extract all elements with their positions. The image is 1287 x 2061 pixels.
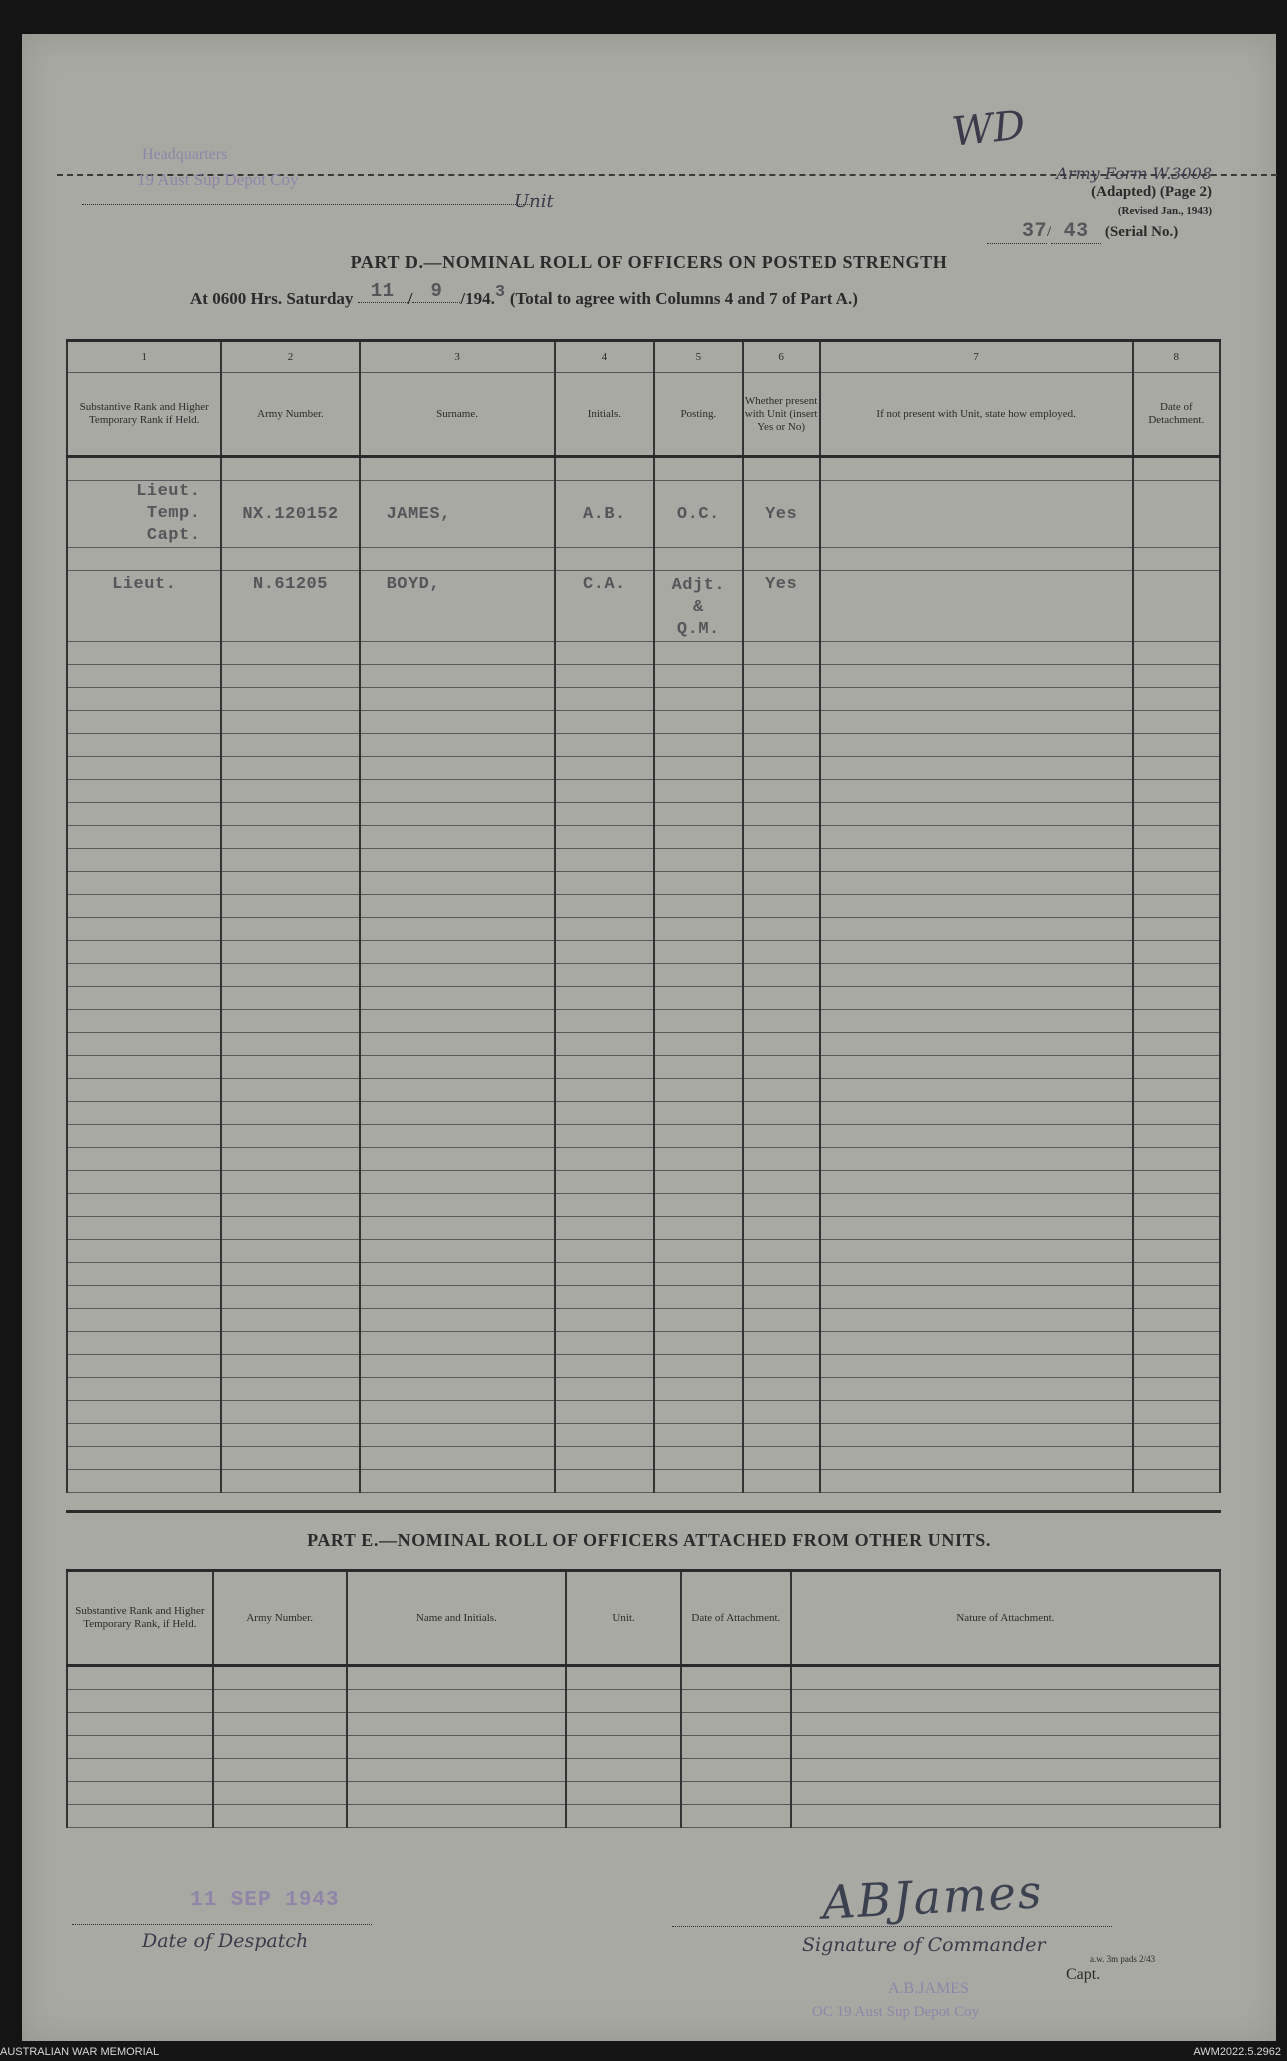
footer-left: AUSTRALIAN WAR MEMORIAL <box>0 2046 160 2058</box>
officer-row <box>67 571 1220 642</box>
form-sheet <box>22 34 1276 2041</box>
table-row <box>67 1736 1220 1759</box>
table-row <box>67 1171 1220 1194</box>
col-num: 1 <box>67 341 221 373</box>
table-row <box>67 872 1220 895</box>
serial-value: 37 <box>987 220 1047 244</box>
officer-surname: JAMES, <box>360 481 555 548</box>
unit-label: Unit <box>514 191 554 212</box>
date-month: 9 <box>412 280 460 303</box>
signature-line <box>672 1926 1112 1927</box>
footer-right: AWM2022.5.2962 <box>1193 2046 1281 2058</box>
date-prefix: At 0600 Hrs. Saturday <box>190 289 354 308</box>
table-row <box>67 1033 1220 1056</box>
table-row <box>67 688 1220 711</box>
part-d-table <box>66 339 1221 1493</box>
table-row <box>67 1355 1220 1378</box>
col-header-detachment: Date of Detachment. <box>1133 373 1220 457</box>
commander-signature: ABJames <box>820 1864 1045 1930</box>
table-row <box>67 1263 1220 1286</box>
part-e-body <box>67 1666 1220 1828</box>
officer-initials: A.B. <box>555 481 655 548</box>
table-row <box>67 1378 1220 1401</box>
officer-present: Yes <box>743 481 820 548</box>
part-d-title: PART D.—NOMINAL ROLL OF OFFICERS ON POSTED STRENGTH <box>350 252 948 272</box>
table-row <box>67 964 1220 987</box>
serial-label: (Serial No.) <box>1104 224 1179 240</box>
table-row <box>67 826 1220 849</box>
date-day: 11 <box>358 280 408 303</box>
table-row <box>67 1217 1220 1240</box>
table-row <box>67 1424 1220 1447</box>
form-id-line1: Army Form W.3008 <box>1056 164 1212 183</box>
date-year-prefix: /194. <box>460 289 495 308</box>
table-row <box>67 1079 1220 1102</box>
officer-row <box>67 481 1220 548</box>
table-row <box>67 1102 1220 1125</box>
officer-posting: O.C. <box>654 481 742 548</box>
part-e-table <box>66 1569 1221 1828</box>
table-row <box>67 1401 1220 1424</box>
table-row <box>67 987 1220 1010</box>
officer-posting: Adjt. & Q.M. <box>654 571 742 642</box>
col-num: 7 <box>820 341 1133 373</box>
role-stamp: OC 19 Aust Sup Depot Coy <box>812 2004 980 2020</box>
col-header-unit: Unit. <box>566 1571 681 1666</box>
col-header-attachment-date: Date of Attachment. <box>681 1571 791 1666</box>
total-note: (Total to agree with Columns 4 and 7 of Part A.) <box>509 289 858 308</box>
column-number-row <box>67 341 1220 373</box>
table-row <box>67 1666 1220 1690</box>
despatch-label: Date of Despatch <box>142 1930 309 1952</box>
despatch-line <box>72 1924 372 1925</box>
col-header-rank: Substantive Rank and Higher Temporary Rank, if Held. <box>67 1571 213 1666</box>
form-id-line3: (Revised Jan., 1943) <box>1117 205 1212 217</box>
table-row <box>67 780 1220 803</box>
name-stamp: A.B.JAMES <box>888 1980 969 1997</box>
serial-year: 43 <box>1051 220 1101 244</box>
signature-label: Signature of Commander <box>802 1934 1046 1956</box>
col-header-army-number: Army Number. <box>213 1571 347 1666</box>
table-row <box>67 849 1220 872</box>
officer-rank: Lieut. Temp. Capt. <box>67 481 221 548</box>
despatch-date-stamp: 11 SEP 1943 <box>190 1889 340 1912</box>
col-num: 2 <box>221 341 359 373</box>
table-row <box>67 1713 1220 1736</box>
table-row <box>67 941 1220 964</box>
table-row <box>67 1286 1220 1309</box>
form-id-line2: (Adapted) (Page 2) <box>1091 184 1212 200</box>
table-row <box>67 757 1220 780</box>
table-row <box>67 1309 1220 1332</box>
table-row <box>67 1805 1220 1828</box>
corner-mark: WD <box>949 102 1028 156</box>
table-row <box>67 1470 1220 1493</box>
form-id <box>982 164 1212 221</box>
table-row <box>67 711 1220 734</box>
table-row <box>67 1148 1220 1171</box>
col-num: 8 <box>1133 341 1220 373</box>
table-row <box>67 457 1220 481</box>
column-header-row <box>67 373 1220 457</box>
officer-present: Yes <box>743 571 820 642</box>
col-header-initials: Initials. <box>555 373 655 457</box>
table-row <box>67 1690 1220 1713</box>
table-row <box>67 1125 1220 1148</box>
unit-stamp-line1: Headquarters <box>142 146 228 163</box>
table-row <box>67 1759 1220 1782</box>
col-header-present: Whether present with Unit (insert Yes or No) <box>743 373 820 457</box>
col-num: 5 <box>654 341 742 373</box>
col-header-name-initials: Name and Initials. <box>347 1571 567 1666</box>
print-code: a.w. 3m pads 2/43 <box>1090 1954 1156 1964</box>
table-row <box>67 1782 1220 1805</box>
serial-number: 37/ 43 (Serial No.) <box>987 220 1178 244</box>
table-row <box>67 734 1220 757</box>
table-row <box>67 665 1220 688</box>
part-e-title: PART E.—NOMINAL ROLL OF OFFICERS ATTACHED FROM OTHER UNITS. <box>307 1530 991 1550</box>
col-num: 4 <box>555 341 655 373</box>
col-header-attachment-nature: Nature of Attachment. <box>791 1571 1220 1666</box>
table-row <box>67 1447 1220 1470</box>
col-header-army-number: Army Number. <box>221 373 359 457</box>
part-d-bottom-rule <box>66 1510 1221 1513</box>
table-row <box>67 895 1220 918</box>
table-row <box>67 1194 1220 1217</box>
unit-stamp-line2: 19 Aust Sup Depot Coy <box>137 170 299 189</box>
unit-line <box>82 204 532 205</box>
table-row <box>67 918 1220 941</box>
col-header-employment: If not present with Unit, state how employed. <box>820 373 1133 457</box>
table-row <box>67 642 1220 665</box>
col-header-surname: Surname. <box>360 373 555 457</box>
col-num: 6 <box>743 341 820 373</box>
table-row <box>67 548 1220 571</box>
table-row <box>67 1056 1220 1079</box>
col-header-posting: Posting. <box>654 373 742 457</box>
col-num: 3 <box>360 341 555 373</box>
table-row <box>67 803 1220 826</box>
part-d-date-line: At 0600 Hrs. Saturday 11 / 9 /194.3 (Total to agree with Columns 4 and 7 of Part A.) <box>190 280 858 308</box>
date-year-digit: 3 <box>494 283 506 302</box>
officer-army-number: N.61205 <box>221 571 359 642</box>
officer-rank: Lieut. <box>67 571 221 642</box>
signature-rank: Capt. <box>1066 1966 1101 1983</box>
officer-surname: BOYD, <box>360 571 555 642</box>
col-header-rank: Substantive Rank and Higher Temporary Rank if Held. <box>67 373 221 457</box>
table-row <box>67 1332 1220 1355</box>
table-row <box>67 1010 1220 1033</box>
table-row <box>67 1240 1220 1263</box>
part-e-header-row <box>67 1571 1220 1666</box>
part-d-body <box>67 457 1220 1493</box>
officer-initials: C.A. <box>555 571 655 642</box>
officer-army-number: NX.120152 <box>221 481 359 548</box>
